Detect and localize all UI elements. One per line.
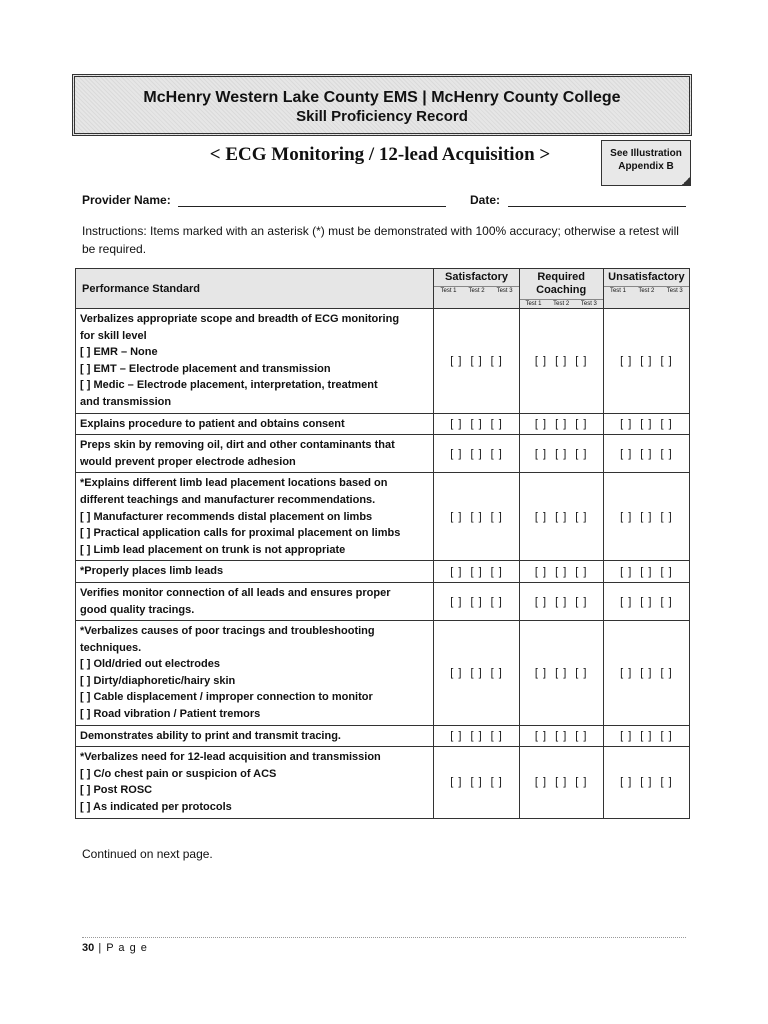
provider-name-label: Provider Name:	[82, 193, 171, 207]
checkbox-unsatisfactory-test-3[interactable]: [ ]	[660, 354, 673, 367]
rating-cell-required-coaching	[519, 309, 603, 414]
rating-cell-required-coaching	[519, 473, 603, 561]
standard-line: different teachings and manufacturer recommendations.	[80, 493, 376, 506]
checkbox-unsatisfactory-test-1[interactable]: [ ]	[620, 565, 633, 578]
test-label: Test 1	[525, 301, 542, 307]
rating-cell-unsatisfactory	[603, 725, 689, 747]
performance-standard-cell	[76, 561, 434, 583]
checkbox-satisfactory-test-1[interactable]: [ ]	[450, 510, 463, 523]
rating-cell-required-coaching	[519, 582, 603, 620]
standard-line: [ ] Cable displacement / improper connection to monitor	[80, 691, 373, 704]
checkbox-required-coaching-test-2[interactable]: [ ]	[555, 666, 568, 679]
checkbox-satisfactory-test-1[interactable]: [ ]	[450, 354, 463, 367]
rating-cell-required-coaching	[519, 747, 603, 818]
checkbox-required-coaching-test-3[interactable]: [ ]	[575, 510, 588, 523]
standard-line: [ ] Road vibration / Patient tremors	[80, 708, 261, 721]
performance-standard-cell	[76, 582, 434, 620]
table-row	[76, 747, 690, 818]
performance-standard-cell	[76, 725, 434, 747]
checkbox-unsatisfactory-test-2[interactable]: [ ]	[640, 354, 653, 367]
rating-cell-required-coaching	[519, 435, 603, 473]
test-label: Test 2	[468, 288, 485, 294]
checkbox-required-coaching-test-3[interactable]: [ ]	[575, 595, 588, 608]
checkbox-satisfactory-test-3[interactable]: [ ]	[490, 595, 503, 608]
table-row	[76, 561, 690, 583]
category-label: Required Coaching	[536, 271, 587, 296]
rating-cell-satisfactory	[434, 435, 519, 473]
rating-cell-unsatisfactory	[603, 561, 689, 583]
rating-cell-required-coaching	[519, 413, 603, 435]
checkbox-unsatisfactory-test-3[interactable]: [ ]	[660, 776, 673, 789]
test-label: Test 3	[666, 288, 683, 294]
table-row	[76, 621, 690, 726]
standard-line: [ ] C/o chest pain or suspicion of ACS	[80, 767, 277, 780]
checkbox-required-coaching-test-3[interactable]: [ ]	[575, 666, 588, 679]
checkbox-unsatisfactory-test-2[interactable]: [ ]	[640, 595, 653, 608]
checkbox-satisfactory-test-3[interactable]: [ ]	[490, 417, 503, 430]
checkbox-required-coaching-test-3[interactable]: [ ]	[575, 354, 588, 367]
page-title: < ECG Monitoring / 12-lead Acquisition >	[209, 144, 551, 165]
standard-line: *Properly places limb leads	[80, 565, 224, 578]
checkbox-satisfactory-test-2[interactable]: [ ]	[470, 510, 483, 523]
page-number-value: 30	[82, 942, 95, 954]
checkbox-required-coaching-test-3[interactable]: [ ]	[575, 417, 588, 430]
checkbox-required-coaching-test-1[interactable]: [ ]	[534, 354, 548, 367]
table-row	[76, 725, 690, 747]
checkbox-unsatisfactory-test-3[interactable]: [ ]	[660, 666, 673, 679]
rating-cell-satisfactory	[434, 561, 519, 583]
table-row	[76, 413, 690, 435]
rating-cell-required-coaching	[519, 561, 603, 583]
checkbox-unsatisfactory-test-3[interactable]: [ ]	[660, 595, 673, 608]
standard-line: Verifies monitor connection of all leads and ensures proper	[80, 586, 391, 599]
checkbox-unsatisfactory-test-1[interactable]: [ ]	[620, 354, 633, 367]
standard-line: would prevent proper electrode adhesion	[80, 455, 296, 468]
rating-cell-unsatisfactory	[603, 413, 689, 435]
performance-standard-header: Performance Standard	[76, 269, 434, 309]
checkbox-satisfactory-test-3[interactable]: [ ]	[490, 354, 503, 367]
checkbox-required-coaching-test-1[interactable]: [ ]	[534, 666, 548, 679]
test-label: Test 3	[580, 301, 597, 307]
standard-line: [ ] Limb lead placement on trunk is not appropriate	[80, 543, 346, 556]
footer-divider	[82, 937, 686, 938]
rating-cell-satisfactory	[434, 747, 519, 818]
instructions: Instructions: Items marked with an asterisk (*) must be demonstrated with 100% accuracy; otherwise a retest will be required.	[82, 224, 679, 256]
checkbox-satisfactory-test-2[interactable]: [ ]	[470, 776, 483, 789]
checkbox-required-coaching-test-2[interactable]: [ ]	[555, 354, 568, 367]
table-header-row	[76, 269, 690, 309]
date-field[interactable]	[508, 206, 686, 207]
checkbox-unsatisfactory-test-1[interactable]: [ ]	[620, 510, 633, 523]
checkbox-unsatisfactory-test-2[interactable]: [ ]	[640, 447, 653, 460]
rating-cell-unsatisfactory	[603, 621, 689, 726]
checkbox-satisfactory-test-3[interactable]: [ ]	[490, 447, 503, 460]
rating-cell-unsatisfactory	[603, 309, 689, 414]
checkbox-unsatisfactory-test-2[interactable]: [ ]	[640, 776, 653, 789]
checkbox-unsatisfactory-test-1[interactable]: [ ]	[620, 729, 633, 742]
standard-line: *Verbalizes causes of poor tracings and troubleshooting	[80, 625, 375, 638]
checkbox-unsatisfactory-test-3[interactable]: [ ]	[660, 510, 673, 523]
checkbox-satisfactory-test-3[interactable]: [ ]	[490, 666, 503, 679]
checkbox-required-coaching-test-3[interactable]: [ ]	[575, 776, 588, 789]
standard-line: Verbalizes appropriate scope and breadth of ECG monitoring	[80, 313, 400, 325]
standard-line: Explains procedure to patient and obtains consent	[80, 417, 345, 430]
test-label: Test 2	[638, 288, 655, 294]
rating-cell-satisfactory	[434, 309, 519, 414]
checkbox-unsatisfactory-test-2[interactable]: [ ]	[640, 565, 653, 578]
rating-cell-satisfactory	[434, 413, 519, 435]
skills-table	[75, 268, 690, 819]
performance-standard-cell	[76, 309, 434, 414]
standard-line: *Explains different limb lead placement locations based on	[80, 477, 388, 490]
checkbox-required-coaching-test-3[interactable]: [ ]	[575, 729, 588, 742]
standard-line: *Verbalizes need for 12-lead acquisition and transmission	[80, 751, 381, 764]
performance-standard-cell	[76, 435, 434, 473]
checkbox-satisfactory-test-1[interactable]: [ ]	[450, 595, 463, 608]
header-organizations: McHenry Western Lake County EMS | McHenry County College	[143, 89, 621, 106]
checkbox-unsatisfactory-test-2[interactable]: [ ]	[640, 417, 653, 430]
page-number	[82, 942, 148, 954]
table-row	[76, 473, 690, 561]
continued-note: Continued on next page.	[82, 847, 213, 861]
checkbox-satisfactory-test-3[interactable]: [ ]	[490, 510, 503, 523]
appendix-note	[601, 140, 691, 186]
standard-line: [ ] As indicated per protocols	[80, 801, 232, 814]
standard-line: techniques.	[80, 641, 142, 654]
rating-cell-required-coaching	[519, 621, 603, 726]
checkbox-satisfactory-test-3[interactable]: [ ]	[490, 565, 503, 578]
checkbox-required-coaching-test-1[interactable]: [ ]	[534, 510, 548, 523]
checkbox-required-coaching-test-3[interactable]: [ ]	[575, 565, 588, 578]
checkbox-required-coaching-test-2[interactable]: [ ]	[555, 510, 568, 523]
checkbox-required-coaching-test-1[interactable]: [ ]	[534, 447, 548, 460]
checkbox-unsatisfactory-test-3[interactable]: [ ]	[660, 447, 673, 460]
checkbox-required-coaching-test-1[interactable]: [ ]	[534, 417, 548, 430]
checkbox-satisfactory-test-1[interactable]: [ ]	[450, 447, 463, 460]
checkbox-satisfactory-test-2[interactable]: [ ]	[470, 447, 483, 460]
checkbox-satisfactory-test-2[interactable]: [ ]	[470, 729, 483, 742]
checkbox-unsatisfactory-test-2[interactable]: [ ]	[640, 729, 653, 742]
category-unsatisfactory	[603, 269, 689, 309]
checkbox-required-coaching-test-2[interactable]: [ ]	[555, 729, 568, 742]
appendix-line-2: Appendix B	[618, 161, 674, 172]
skills-table-body	[76, 309, 690, 819]
checkbox-satisfactory-test-2[interactable]: [ ]	[470, 565, 483, 578]
checkbox-unsatisfactory-test-1[interactable]: [ ]	[620, 776, 633, 789]
checkbox-unsatisfactory-test-3[interactable]: [ ]	[660, 565, 673, 578]
checkbox-satisfactory-test-1[interactable]: [ ]	[450, 666, 463, 679]
date-label: Date:	[470, 193, 501, 207]
checkbox-satisfactory-test-3[interactable]: [ ]	[490, 729, 503, 742]
rating-cell-satisfactory	[434, 621, 519, 726]
checkbox-unsatisfactory-test-1[interactable]: [ ]	[620, 447, 633, 460]
standard-line: Demonstrates ability to print and transmit tracing.	[80, 729, 341, 742]
checkbox-required-coaching-test-2[interactable]: [ ]	[555, 595, 568, 608]
checkbox-satisfactory-test-2[interactable]: [ ]	[470, 354, 483, 367]
checkbox-unsatisfactory-test-2[interactable]: [ ]	[640, 666, 653, 679]
checkbox-satisfactory-test-2[interactable]: [ ]	[470, 417, 483, 430]
rating-cell-unsatisfactory	[603, 582, 689, 620]
category-required-coaching	[519, 269, 603, 309]
table-row	[76, 582, 690, 620]
header-banner	[72, 74, 692, 136]
checkbox-unsatisfactory-test-1[interactable]: [ ]	[620, 595, 633, 608]
test-label: Test 1	[609, 288, 626, 294]
checkbox-satisfactory-test-1[interactable]: [ ]	[450, 565, 463, 578]
rating-cell-unsatisfactory	[603, 747, 689, 818]
standard-line: [ ] Post ROSC	[80, 784, 153, 797]
rating-cell-satisfactory	[434, 473, 519, 561]
standard-line: [ ] EMT – Electrode placement and transmission	[80, 362, 331, 375]
checkbox-required-coaching-test-3[interactable]: [ ]	[575, 447, 588, 460]
checkbox-unsatisfactory-test-2[interactable]: [ ]	[640, 510, 653, 523]
checkbox-unsatisfactory-test-3[interactable]: [ ]	[660, 729, 673, 742]
rating-cell-satisfactory	[434, 725, 519, 747]
checkbox-required-coaching-test-2[interactable]: [ ]	[555, 447, 568, 460]
standard-line: good quality tracings.	[80, 603, 195, 616]
checkbox-satisfactory-test-2[interactable]: [ ]	[470, 666, 483, 679]
checkbox-unsatisfactory-test-3[interactable]: [ ]	[660, 417, 673, 430]
standard-line: for skill level	[80, 329, 147, 342]
category-satisfactory	[434, 269, 519, 309]
performance-standard-cell	[76, 621, 434, 726]
checkbox-required-coaching-test-2[interactable]: [ ]	[555, 565, 568, 578]
table-row	[76, 435, 690, 473]
checkbox-satisfactory-test-2[interactable]: [ ]	[470, 595, 483, 608]
rating-cell-unsatisfactory	[603, 473, 689, 561]
checkbox-required-coaching-test-1[interactable]: [ ]	[534, 729, 548, 742]
standard-line: Preps skin by removing oil, dirt and other contaminants that	[80, 439, 395, 452]
checkbox-satisfactory-test-1[interactable]: [ ]	[450, 417, 463, 430]
test-label: Test 2	[553, 301, 570, 307]
checkbox-satisfactory-test-3[interactable]: [ ]	[490, 776, 503, 789]
provider-name-field[interactable]	[178, 206, 446, 207]
standard-line: [ ] Manufacturer recommends distal placement on limbs	[80, 510, 373, 523]
checkbox-required-coaching-test-2[interactable]: [ ]	[555, 776, 568, 789]
test-label: Test 3	[496, 288, 513, 294]
checkbox-satisfactory-test-1[interactable]: [ ]	[450, 729, 463, 742]
standard-line: [ ] Practical application calls for proximal placement on limbs	[80, 527, 401, 540]
standard-line: and transmission	[80, 395, 172, 408]
category-label: Satisfactory	[445, 271, 509, 283]
rating-cell-required-coaching	[519, 725, 603, 747]
performance-standard-cell	[76, 473, 434, 561]
checkbox-required-coaching-test-1[interactable]: [ ]	[534, 565, 548, 578]
checkbox-satisfactory-test-1[interactable]: [ ]	[450, 776, 463, 789]
rating-cell-satisfactory	[434, 582, 519, 620]
checkbox-unsatisfactory-test-1[interactable]: [ ]	[620, 666, 633, 679]
appendix-line-1: See Illustration	[610, 148, 682, 159]
category-label: Unsatisfactory	[608, 271, 685, 283]
checkbox-required-coaching-test-1[interactable]: [ ]	[534, 776, 548, 789]
checkbox-required-coaching-test-1[interactable]: [ ]	[534, 595, 548, 608]
performance-standard-cell	[76, 413, 434, 435]
checkbox-unsatisfactory-test-1[interactable]: [ ]	[620, 417, 633, 430]
test-label: Test 1	[440, 288, 457, 294]
rating-cell-unsatisfactory	[603, 435, 689, 473]
standard-line: [ ] Medic – Electrode placement, interpretation, treatment	[80, 379, 378, 392]
standard-line: [ ] EMR – None	[80, 346, 158, 359]
checkbox-required-coaching-test-2[interactable]: [ ]	[555, 417, 568, 430]
page-label: | P a g e	[98, 942, 148, 954]
standard-line: [ ] Dirty/diaphoretic/hairy skin	[80, 674, 236, 687]
table-row	[76, 309, 690, 414]
performance-standard-cell	[76, 747, 434, 818]
header-record-title: Skill Proficiency Record	[296, 108, 468, 125]
standard-line: [ ] Old/dried out electrodes	[80, 658, 220, 671]
